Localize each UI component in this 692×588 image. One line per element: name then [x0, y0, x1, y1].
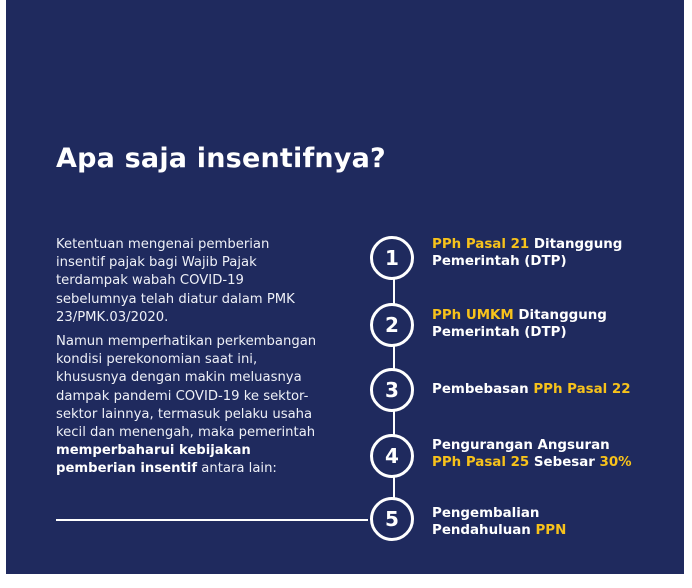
item-1-highlight: PPh Pasal 21: [432, 237, 530, 252]
number-circle-1: 1: [370, 236, 414, 280]
incentive-item-2: [432, 307, 672, 341]
item-5-text-line2: Pendahuluan: [432, 523, 536, 538]
incentive-item-3: [432, 381, 672, 398]
intro-paragraph-2-end: antara lain:: [197, 461, 277, 477]
item-5-highlight: PPN: [535, 523, 567, 538]
item-4-highlight-percent: 30%: [599, 455, 632, 470]
incentive-item-1: [432, 236, 672, 270]
number-circle-5: 5: [370, 497, 414, 541]
item-4-highlight: PPh Pasal 25: [432, 455, 530, 470]
page-title: Apa saja insentifnya?: [56, 143, 386, 174]
item-5-text: Pengembalian: [432, 506, 540, 521]
number-circle-4: 4: [370, 434, 414, 478]
item-4-text: Pengurangan Angsuran: [432, 438, 610, 453]
intro-paragraph-2-bold: memperbaharui kebijakan pemberian insentif: [56, 443, 251, 477]
incentive-item-5: [432, 505, 672, 539]
item-1-text: Ditanggung: [529, 237, 623, 252]
intro-paragraph-1: Ketentuan mengenai pemberian insentif pajak bagi Wajib Pajak terdampak wabah COVID-19 sebelumnya telah diatur dalam PMK 23/PMK.03/2020.: [56, 237, 295, 325]
item-2-highlight: PPh UMKM: [432, 308, 514, 323]
item-3-text: Pembebasan: [432, 382, 534, 397]
number-circle-3: 3: [370, 368, 414, 412]
item-1-text-line2: Pemerintah (DTP): [432, 254, 567, 269]
item-2-text-line2: Pemerintah (DTP): [432, 325, 567, 340]
incentive-item-4: [432, 437, 672, 471]
divider-line: [56, 519, 368, 521]
item-4-text-mid: Sebesar: [529, 455, 600, 470]
item-3-highlight: PPh Pasal 22: [533, 382, 631, 397]
intro-text: [56, 236, 318, 485]
item-2-text: Ditanggung: [513, 308, 607, 323]
intro-paragraph-2-start: Namun memperhatikan perkembangan kondisi perekonomian saat ini, khususnya dengan makin meluasnya dampak pandemi COVID-19 ke sektor-sektor lainnya, termasuk pelaku usaha kecil dan menengah, maka pemerintah: [56, 334, 317, 441]
number-circle-2: 2: [370, 303, 414, 347]
intro-paragraph-2: [56, 333, 318, 479]
